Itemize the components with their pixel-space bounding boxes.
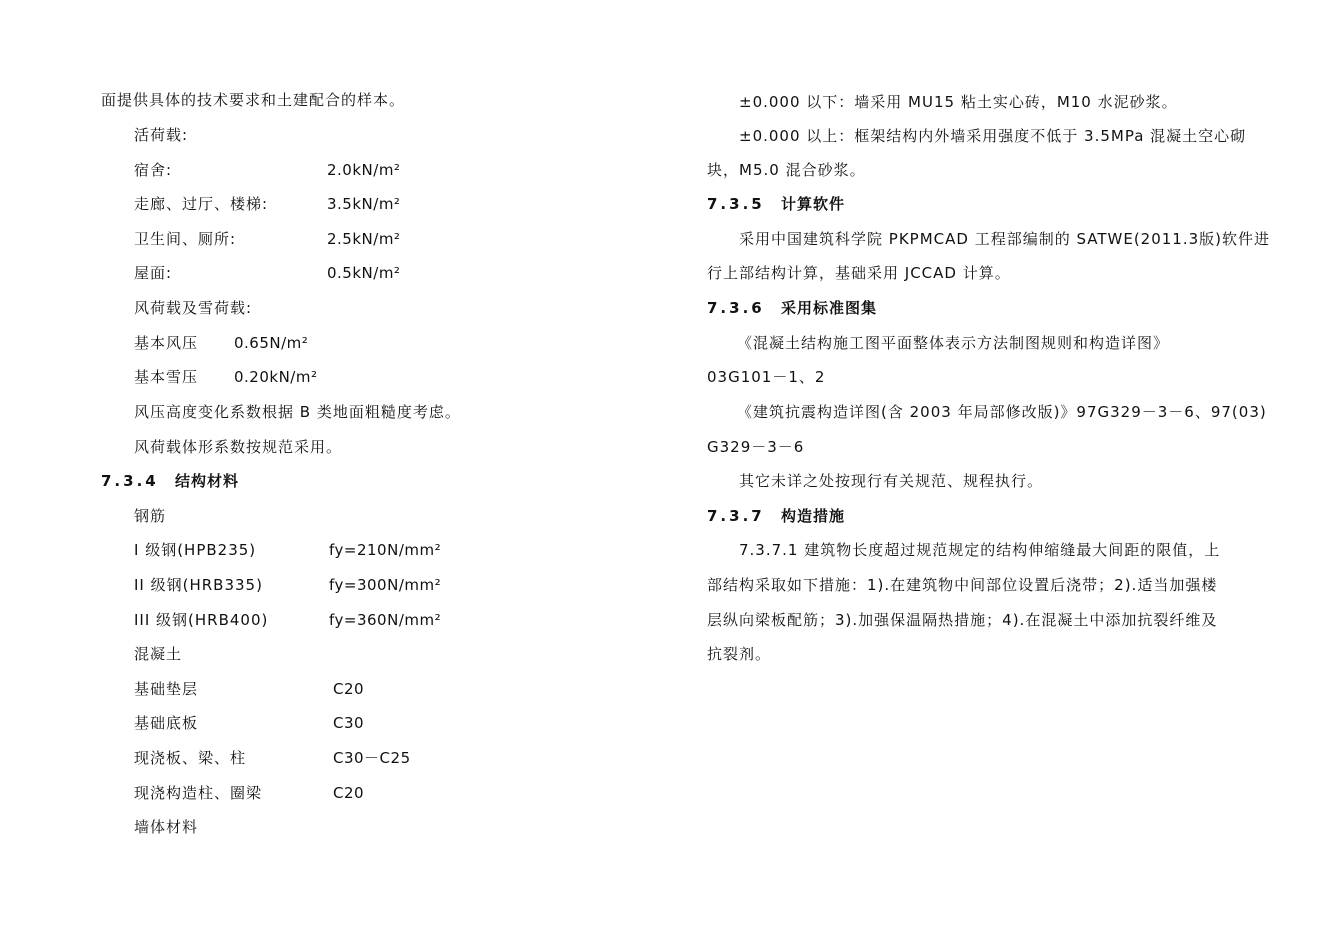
concrete-value: C30－C25 [333, 749, 411, 767]
measure-text: 层纵向梁板配筋；3).加强保温隔热措施；4).在混凝土中添加抗裂纤维及 [707, 611, 1218, 629]
live-load-label: 卫生间、厕所: [134, 230, 237, 248]
steel-title: 钢筋 [134, 507, 167, 525]
measure-text: 抗裂剂。 [707, 645, 772, 663]
wind-note: 风压高度变化系数根据 B 类地面粗糙度考虑。 [134, 403, 461, 421]
live-load-value: 2.5kN/m² [327, 230, 401, 248]
wall-above-text-cont: 块，M5.0 混合砂浆。 [707, 161, 866, 179]
concrete-value: C30 [333, 714, 365, 732]
section-number: 7.3.7 [707, 507, 765, 525]
live-load-value: 3.5kN/m² [327, 195, 401, 213]
snow-pressure-label: 基本雪压 [134, 368, 199, 386]
software-text: 采用中国建筑科学院 PKPMCAD 工程部编制的 SATWE(2011.3版)软件进 [739, 230, 1271, 248]
atlas-code: G329－3－6 [707, 438, 805, 456]
concrete-label: 现浇板、梁、柱 [134, 749, 247, 767]
concrete-label: 基础底板 [134, 714, 199, 732]
atlas-title: 《混凝土结构施工图平面整体表示方法制图规则和构造详图》 [737, 334, 1170, 352]
intro-text: 面提供具体的技术要求和土建配合的样本。 [101, 91, 406, 109]
section-heading [707, 298, 877, 318]
section-title: 构造措施 [780, 507, 845, 525]
wind-snow-title: 风荷载及雪荷载: [134, 299, 253, 317]
steel-value: fy=360N/mm² [329, 611, 442, 629]
section-heading [707, 194, 845, 214]
section-title: 结构材料 [174, 472, 239, 490]
wall-above-text: ±0.000 以上：框架结构内外墙采用强度不低于 3.5MPa 混凝土空心砌 [739, 127, 1247, 145]
concrete-value: C20 [333, 784, 365, 802]
live-load-title: 活荷载: [134, 126, 189, 144]
live-load-label: 宿舍: [134, 161, 173, 179]
section-number: 7.3.6 [707, 299, 765, 317]
wind-pressure-value: 0.65N/m² [234, 334, 309, 352]
section-heading [101, 471, 239, 491]
atlas-code: 03G101－1、2 [707, 368, 826, 386]
software-text-cont: 行上部结构计算，基础采用 JCCAD 计算。 [707, 264, 1011, 282]
live-load-label: 走廊、过厅、楼梯: [134, 195, 269, 213]
measure-text: 部结构采取如下措施：1).在建筑物中间部位设置后浇带；2).适当加强楼 [707, 576, 1218, 594]
wind-note: 风荷载体形系数按规范采用。 [134, 438, 343, 456]
steel-value: fy=300N/mm² [329, 576, 442, 594]
snow-pressure-value: 0.20kN/m² [234, 368, 318, 386]
concrete-label: 现浇构造柱、圈梁 [134, 784, 263, 802]
section-number: 7.3.4 [101, 472, 159, 490]
steel-label: III 级钢(HRB400) [134, 611, 269, 629]
live-load-value: 0.5kN/m² [327, 264, 401, 282]
steel-label: II 级钢(HRB335) [134, 576, 263, 594]
section-title: 采用标准图集 [780, 299, 877, 317]
live-load-label: 屋面: [134, 264, 173, 282]
measure-text: 7.3.7.1 建筑物长度超过规范规定的结构伸缩缝最大间距的限值，上 [739, 541, 1221, 559]
wall-below-text: ±0.000 以下：墙采用 MU15 粘土实心砖，M10 水泥砂浆。 [739, 93, 1178, 111]
section-title: 计算软件 [780, 195, 845, 213]
other-note: 其它未详之处按现行有关规范、规程执行。 [739, 472, 1044, 490]
wall-title: 墙体材料 [134, 818, 199, 836]
steel-value: fy=210N/mm² [329, 541, 442, 559]
section-heading [707, 506, 845, 526]
steel-label: I 级钢(HPB235) [134, 541, 257, 559]
concrete-title: 混凝土 [134, 645, 183, 663]
concrete-value: C20 [333, 680, 365, 698]
concrete-label: 基础垫层 [134, 680, 199, 698]
atlas-title: 《建筑抗震构造详图(含 2003 年局部修改版)》97G329－3－6、97(03) [737, 403, 1267, 421]
wind-pressure-label: 基本风压 [134, 334, 199, 352]
live-load-value: 2.0kN/m² [327, 161, 401, 179]
section-number: 7.3.5 [707, 195, 765, 213]
